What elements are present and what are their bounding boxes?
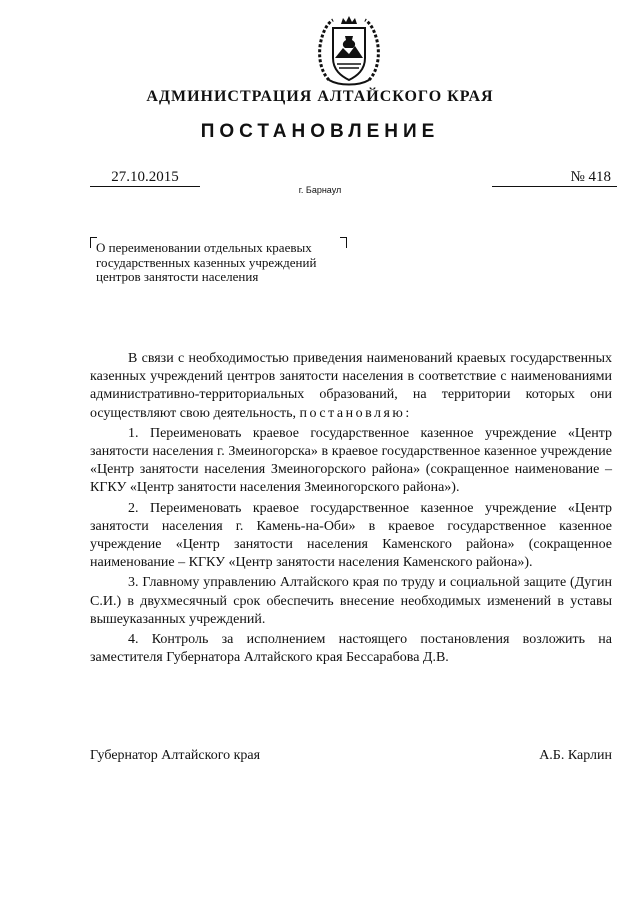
document-number: № 418	[492, 168, 617, 187]
item-paragraph-4: 4. Контроль за исполнением настоящего постановления возложить на заместителя Губернатора Алтайского края Бессарабова Д.В.	[90, 632, 612, 666]
organization-title: АДМИНИСТРАЦИЯ АЛТАЙСКОГО КРАЯ	[146, 88, 494, 105]
preamble-text: В связи с необходимостью приведения наименований краевых государственных казенных учреждений центров занятости населения в соответствие с наименованиями административно-территориальных образований, на территории которых они осуществляют свою деятельность,	[90, 351, 612, 421]
signatory-position: Губернатор Алтайского края	[90, 748, 261, 763]
document-date: 27.10.2015	[90, 168, 200, 187]
document-city: г. Барнаул	[298, 185, 342, 195]
document-subject: О переименовании отдельных краевых государственных казенных учреждений центров занятости населения	[96, 240, 317, 284]
document-type-title: ПОСТАНОВЛЕНИЕ	[200, 121, 440, 142]
resolve-word: постановляю:	[299, 405, 412, 421]
item-paragraph-1: 1. Переименовать краевое государственное казенное учреждение «Центр занятости населения г. Змеиногорска» в краевое государственное казенное учреждение «Центр занятости населения Змеиногорского района» (сокращенное наименование – КГКУ «Центр занятости населения Змеиногорского района»).	[90, 425, 612, 496]
document-body	[90, 350, 612, 667]
item-paragraph-3: 3. Главному управлению Алтайского края по труду и социальной защите (Дугин С.И.) в двухмесячный срок обеспечить внесение необходимых изменений в уставы вышеуказанных учреждений.	[90, 575, 612, 627]
item-paragraph-2: 2. Переименовать краевое государственное казенное учреждение «Центр занятости населения г. Камень-на-Оби» в краевое государственное казенное учреждение «Центр занятости населения Каменского района» (сокращенное наименование – КГКУ «Центр занятости населения Каменского района»).	[90, 500, 612, 571]
coat-of-arms-icon	[315, 14, 383, 88]
preamble-paragraph	[90, 350, 612, 423]
signatory-name: А.Б. Карлин	[539, 748, 612, 763]
